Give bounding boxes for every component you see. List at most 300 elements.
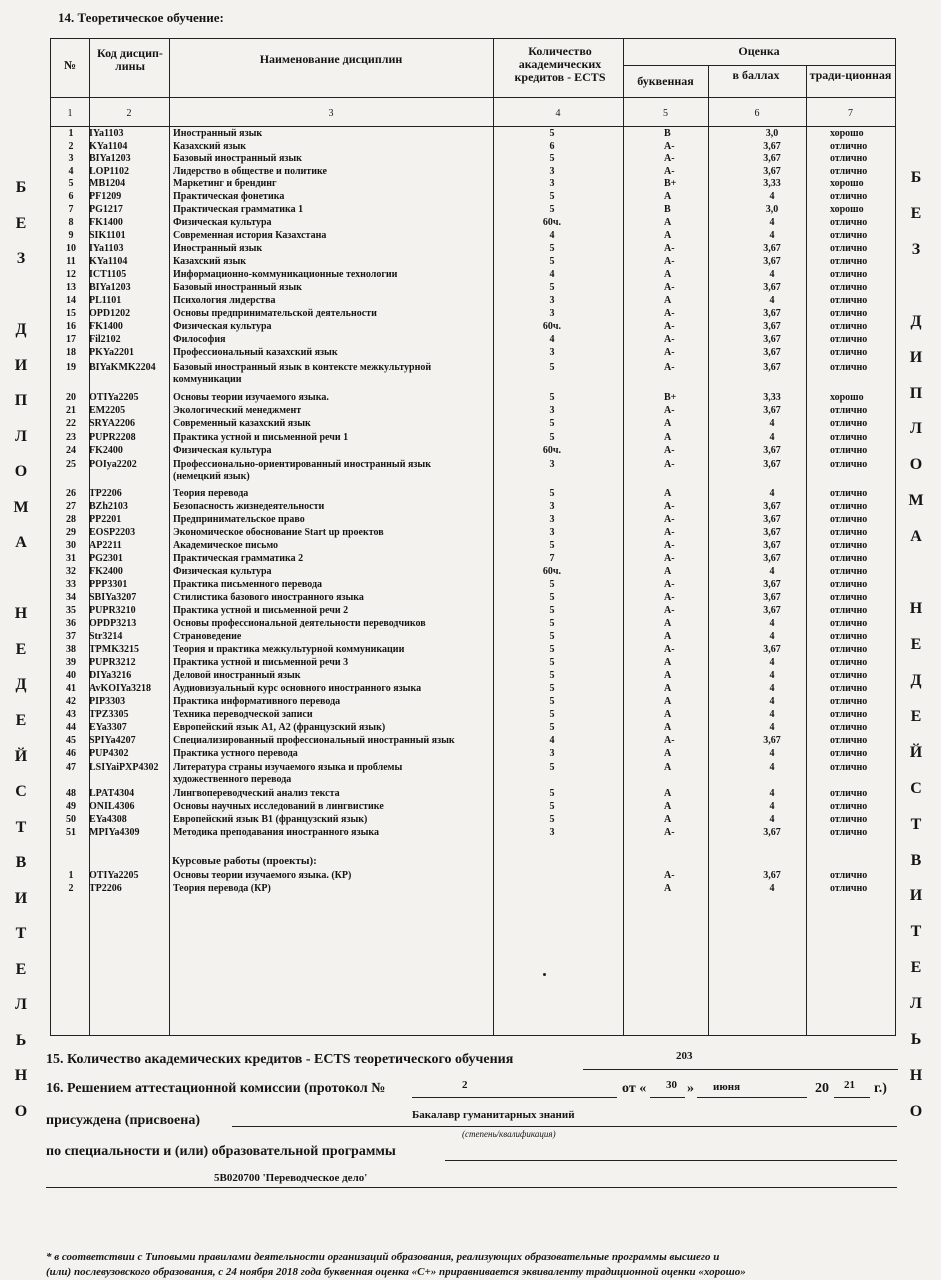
grade-points: 4 xyxy=(769,566,775,577)
credits: 5 xyxy=(549,540,555,551)
row-number: 12 xyxy=(66,269,76,280)
course-name-continuation: коммуникации xyxy=(173,374,242,385)
table-row xyxy=(52,540,898,552)
row-number: 20 xyxy=(66,392,76,403)
credits: 5 xyxy=(549,204,555,215)
table-row xyxy=(52,128,898,140)
credits: 3 xyxy=(549,347,555,358)
credits: 5 xyxy=(549,488,555,499)
course-name: Техника переводческой записи xyxy=(173,709,313,720)
header-code: Код дисцип-лины xyxy=(97,46,163,73)
letter-grade: A- xyxy=(664,153,675,164)
grade-points: 4 xyxy=(769,801,775,812)
traditional-grade: отлично xyxy=(830,405,868,416)
grade-points: 3,67 xyxy=(763,445,781,456)
table-row-continuation xyxy=(52,774,898,786)
grade-points: 3,67 xyxy=(763,243,781,254)
letter-grade: B xyxy=(664,204,671,215)
letter-grade: A xyxy=(664,488,672,499)
grade-points: 4 xyxy=(769,269,775,280)
row-number: 6 xyxy=(68,191,74,202)
letter-grade: A- xyxy=(664,870,675,881)
letter-grade: A xyxy=(664,683,672,694)
course-name-continuation: (немецкий язык) xyxy=(173,471,250,482)
traditional-grade: отлично xyxy=(830,418,868,429)
row-number: 37 xyxy=(66,631,76,642)
course-code: PPP3301 xyxy=(89,579,128,590)
credits: 3 xyxy=(549,308,555,319)
course-code: SRYA2206 xyxy=(89,418,135,429)
course-name: Практика информативного перевода xyxy=(173,696,341,707)
letter-grade: A xyxy=(664,748,672,759)
traditional-grade: отлично xyxy=(830,592,868,603)
course-code: BZh2103 xyxy=(89,501,128,512)
letter-grade: A xyxy=(664,762,672,773)
credits: 5 xyxy=(549,788,555,799)
table-row xyxy=(52,445,898,457)
traditional-grade: отлично xyxy=(830,230,868,241)
row-number: 23 xyxy=(66,432,76,443)
table-row xyxy=(52,178,898,190)
date-day: 30 xyxy=(666,1079,677,1091)
credits: 5 xyxy=(549,362,555,373)
course-name: Страноведение xyxy=(173,631,242,642)
credits: 5 xyxy=(549,814,555,825)
letter-grade: A- xyxy=(664,243,675,254)
table-row xyxy=(52,418,898,430)
course-code: MB1204 xyxy=(89,178,126,189)
credits: 5 xyxy=(549,592,555,603)
grade-points: 4 xyxy=(769,683,775,694)
traditional-grade: отлично xyxy=(830,166,868,177)
side-letter: Й xyxy=(14,747,28,765)
footnote-line-2: (или) послевузовского образования, с 24 ноября 2018 года буквенная оценка «С+» приравнивается эквиваленту традиционной оценки «хорошо» xyxy=(46,1266,746,1278)
table-row xyxy=(52,141,898,153)
letter-grade: A- xyxy=(664,166,675,177)
side-letter: Л xyxy=(910,420,922,438)
credits-total-value: 203 xyxy=(676,1050,693,1062)
credits: 5 xyxy=(549,418,555,429)
course-code: BIYa1203 xyxy=(89,153,131,164)
traditional-grade: отлично xyxy=(830,141,868,152)
protocol-number: 2 xyxy=(462,1079,468,1091)
letter-grade: A- xyxy=(664,347,675,358)
traditional-grade: отлично xyxy=(830,282,868,293)
course-code: KYa1104 xyxy=(89,141,128,152)
row-number: 7 xyxy=(68,204,74,215)
course-code: PG2301 xyxy=(89,553,123,564)
grade-points: 4 xyxy=(769,814,775,825)
side-letter: Л xyxy=(15,996,27,1014)
side-letter xyxy=(19,571,23,587)
credits: 6 xyxy=(549,141,555,152)
course-code: IYa1103 xyxy=(89,128,124,139)
letter-grade: A- xyxy=(664,540,675,551)
course-code: PUPR3210 xyxy=(89,605,136,616)
stray-dot xyxy=(543,973,546,976)
letter-grade: A- xyxy=(664,256,675,267)
course-name: Философия xyxy=(173,334,226,345)
course-name: Казахский язык xyxy=(173,256,247,267)
course-name: Аудиовизуальный курс основного иностранного языка xyxy=(173,683,422,694)
side-letter: Л xyxy=(15,427,27,445)
row-number: 25 xyxy=(66,459,76,470)
table-row xyxy=(52,191,898,203)
credits: 60ч. xyxy=(542,566,562,577)
row-number: 16 xyxy=(66,321,76,332)
credits: 5 xyxy=(549,801,555,812)
table-row xyxy=(52,269,898,281)
credits: 5 xyxy=(549,644,555,655)
grade-points: 3,67 xyxy=(763,405,781,416)
row-number: 48 xyxy=(66,788,76,799)
credits: 5 xyxy=(549,683,555,694)
side-letter: Т xyxy=(15,818,27,836)
side-letter: Н xyxy=(909,600,923,618)
course-code: PG1217 xyxy=(89,204,123,215)
course-name: Базовый иностранный язык xyxy=(173,282,302,293)
traditional-grade: отлично xyxy=(830,527,868,538)
course-code: PUPR2208 xyxy=(89,432,136,443)
grade-points: 4 xyxy=(769,295,775,306)
coursework-row xyxy=(52,883,898,895)
traditional-grade: хорошо xyxy=(830,178,864,189)
table-row xyxy=(52,405,898,417)
course-name: Практика устной и письменной речи 3 xyxy=(173,657,349,668)
grade-points: 4 xyxy=(769,432,775,443)
row-number: 14 xyxy=(66,295,76,306)
header-traditional: тради-ционная xyxy=(809,68,892,82)
credits: 3 xyxy=(549,459,555,470)
grade-points: 3,67 xyxy=(763,256,781,267)
course-name: Современная история Казахстана xyxy=(173,230,327,241)
table-row xyxy=(52,722,898,734)
table-row-continuation xyxy=(52,374,898,386)
credits: 5 xyxy=(549,256,555,267)
table-row xyxy=(52,459,898,471)
col-number-2: 2 xyxy=(126,108,132,119)
credits: 3 xyxy=(549,514,555,525)
credits: 3 xyxy=(549,405,555,416)
table-row xyxy=(52,334,898,346)
side-letter: В xyxy=(15,854,27,872)
traditional-grade: отлично xyxy=(830,308,868,319)
grade-points: 4 xyxy=(769,788,775,799)
course-code: IYa1103 xyxy=(89,243,124,254)
row-number: 2 xyxy=(68,141,74,152)
letter-grade: A xyxy=(664,269,672,280)
letter-grade: A- xyxy=(664,553,675,564)
grade-points: 4 xyxy=(769,748,775,759)
course-code: PF1209 xyxy=(89,191,122,202)
credits: 5 xyxy=(549,631,555,642)
course-name: Иностранный язык xyxy=(173,128,263,139)
credits: 5 xyxy=(549,605,555,616)
grade-points: 4 xyxy=(769,657,775,668)
grade-points: 3,67 xyxy=(763,540,781,551)
traditional-grade: отлично xyxy=(830,801,868,812)
course-code: POIya2202 xyxy=(89,459,137,470)
course-name: Основы профессиональной деятельности переводчиков xyxy=(173,618,426,629)
traditional-grade: отлично xyxy=(830,618,868,629)
grade-points: 3,67 xyxy=(763,735,781,746)
course-name: Практическая грамматика 1 xyxy=(173,204,304,215)
traditional-grade: отлично xyxy=(830,514,868,525)
course-name: Практика устного перевода xyxy=(173,748,298,759)
col-number-4: 4 xyxy=(555,108,561,119)
course-name: Безопасность жизнедеятельности xyxy=(173,501,325,512)
traditional-grade: отлично xyxy=(830,827,868,838)
traditional-grade: отлично xyxy=(830,735,868,746)
grade-points: 3,67 xyxy=(763,347,781,358)
table-row xyxy=(52,514,898,526)
course-code: TP2206 xyxy=(89,883,122,894)
course-name: Профессиональный казахский язык xyxy=(173,347,338,358)
row-number: 33 xyxy=(66,579,76,590)
course-name: Маркетинг и брендинг xyxy=(173,178,277,189)
course-code: OTIYa2205 xyxy=(89,870,139,881)
letter-grade: A xyxy=(664,191,672,202)
date-from-label: от « xyxy=(622,1081,647,1096)
course-code: SIK1101 xyxy=(89,230,126,241)
course-name: Европейский язык А1, А2 (французский язык) xyxy=(173,722,386,733)
course-code: EYa3307 xyxy=(89,722,127,733)
row-number: 36 xyxy=(66,618,76,629)
course-name: Основы предпринимательской деятельности xyxy=(173,308,377,319)
traditional-grade: отлично xyxy=(830,748,868,759)
grade-points: 3,67 xyxy=(763,527,781,538)
table-row xyxy=(52,762,898,774)
letter-grade: A- xyxy=(664,308,675,319)
course-code: FK2400 xyxy=(89,566,123,577)
side-letter: И xyxy=(14,356,28,374)
table-row xyxy=(52,566,898,578)
course-code: PKYa2201 xyxy=(89,347,134,358)
table-row xyxy=(52,166,898,178)
side-letter: Б xyxy=(910,169,922,186)
footnote-line-1: * в соответствии с Типовыми правилами деятельности организаций образования, реализующих образовательные программы высшего и xyxy=(46,1251,720,1263)
side-letter: Т xyxy=(910,923,922,941)
course-code: TPMK3215 xyxy=(89,644,139,655)
traditional-grade: отлично xyxy=(830,334,868,345)
row-number: 32 xyxy=(66,566,76,577)
letter-grade: A- xyxy=(664,527,675,538)
row-number: 22 xyxy=(66,418,76,429)
course-code: SPIYa4207 xyxy=(89,735,136,746)
row-number: 1 xyxy=(68,128,74,139)
row-number: 34 xyxy=(66,592,76,603)
side-letter: Д xyxy=(15,321,27,339)
row-number: 17 xyxy=(66,334,76,345)
side-letter xyxy=(19,287,23,303)
letter-grade: B xyxy=(664,128,671,139)
specialty-label: по специальности и (или) образовательной программы xyxy=(46,1144,396,1159)
row-number: 9 xyxy=(68,230,74,241)
letter-grade: A xyxy=(664,670,672,681)
credits: 5 xyxy=(549,618,555,629)
col-number-3: 3 xyxy=(328,108,334,119)
credits: 3 xyxy=(549,748,555,759)
course-name: Физическая культура xyxy=(173,217,272,228)
grade-points: 3,67 xyxy=(763,514,781,525)
letter-grade: A xyxy=(664,883,672,894)
grade-points: 3,67 xyxy=(763,166,781,177)
letter-grade: A xyxy=(664,709,672,720)
course-code: PUPR3212 xyxy=(89,657,136,668)
row-number: 13 xyxy=(66,282,76,293)
course-name: Иностранный язык xyxy=(173,243,263,254)
course-code: LOP1102 xyxy=(89,166,130,177)
credits: 3 xyxy=(549,527,555,538)
side-letter: Н xyxy=(14,1067,28,1085)
side-letter: Ь xyxy=(15,1031,27,1049)
credits: 3 xyxy=(549,501,555,512)
row-number: 24 xyxy=(66,445,76,456)
traditional-grade: отлично xyxy=(830,321,868,332)
course-code: EM2205 xyxy=(89,405,126,416)
grade-points: 4 xyxy=(769,230,775,241)
traditional-grade: отлично xyxy=(830,762,868,773)
side-letter: Н xyxy=(909,1067,923,1085)
table-row xyxy=(52,153,898,165)
year-prefix: 20 xyxy=(815,1081,829,1096)
course-name: Физическая культура xyxy=(173,321,272,332)
course-name: Методика преподавания иностранного языка xyxy=(173,827,380,838)
traditional-grade: отлично xyxy=(830,347,868,358)
grade-points: 3,67 xyxy=(763,644,781,655)
side-letter: И xyxy=(14,889,28,907)
row-number: 5 xyxy=(68,178,74,189)
course-name-continuation: художественного перевода xyxy=(173,774,292,785)
side-letter: П xyxy=(14,392,28,410)
row-number: 4 xyxy=(68,166,74,177)
traditional-grade: отлично xyxy=(830,644,868,655)
letter-grade: A xyxy=(664,814,672,825)
grade-points: 3,67 xyxy=(763,579,781,590)
col-number-7: 7 xyxy=(848,108,853,119)
table-row xyxy=(52,644,898,656)
course-name: Информационно-коммуникационные технологии xyxy=(173,269,398,280)
side-letter: М xyxy=(13,498,29,516)
credits: 5 xyxy=(549,762,555,773)
traditional-grade: хорошо xyxy=(830,128,864,139)
table-row xyxy=(52,230,898,242)
course-name: Современный казахский язык xyxy=(173,418,311,429)
letter-grade: A- xyxy=(664,282,675,293)
table-row xyxy=(52,392,898,404)
course-name: Теория перевода xyxy=(173,488,249,499)
letter-grade: A- xyxy=(664,405,675,416)
side-letter: О xyxy=(14,1102,28,1120)
side-letter: Н xyxy=(14,605,28,623)
course-name: Практика устной и письменной речи 2 xyxy=(173,605,349,616)
course-code: LSIYaiPXP4302 xyxy=(89,762,159,773)
grade-points: 4 xyxy=(769,418,775,429)
header-name: Наименование дисциплин xyxy=(259,52,403,66)
course-name: Психология лидерства xyxy=(173,295,276,306)
row-number: 1 xyxy=(68,870,74,881)
course-code: SBIYa3207 xyxy=(89,592,137,603)
course-code: FK1400 xyxy=(89,217,123,228)
degree-value: Бакалавр гуманитарных знаний xyxy=(412,1109,575,1121)
course-name: Специализированный профессиональный иностранный язык xyxy=(173,735,455,746)
grade-points: 3,67 xyxy=(763,321,781,332)
grade-points: 4 xyxy=(769,191,775,202)
side-letter: Е xyxy=(15,711,27,729)
side-letter: Е xyxy=(910,204,922,222)
side-letter: М xyxy=(908,492,924,510)
letter-grade: A xyxy=(664,788,672,799)
course-code: PL1101 xyxy=(89,295,122,306)
letter-grade: A xyxy=(664,566,672,577)
row-number: 44 xyxy=(66,722,76,733)
year-close: г.) xyxy=(874,1081,887,1096)
row-number: 35 xyxy=(66,605,76,616)
credits: 5 xyxy=(549,579,555,590)
traditional-grade: отлично xyxy=(830,501,868,512)
letter-grade: A xyxy=(664,618,672,629)
course-name: Основы теории изучаемого языка. xyxy=(173,392,329,403)
table-row-continuation xyxy=(52,471,898,483)
letter-grade: A- xyxy=(664,735,675,746)
letter-grade: A- xyxy=(664,827,675,838)
header-grade: Оценка xyxy=(738,44,780,58)
letter-grade: B+ xyxy=(664,392,677,403)
traditional-grade: отлично xyxy=(830,269,868,280)
table-row xyxy=(52,295,898,307)
course-code: ONIL4306 xyxy=(89,801,135,812)
table-row xyxy=(52,501,898,513)
row-number: 19 xyxy=(66,362,76,373)
header-num: № xyxy=(63,58,77,72)
letter-grade: A- xyxy=(664,501,675,512)
credits: 5 xyxy=(549,696,555,707)
letter-grade: A xyxy=(664,230,672,241)
traditional-grade: отлично xyxy=(830,362,868,373)
course-code: FK1400 xyxy=(89,321,123,332)
grade-points: 3,67 xyxy=(763,141,781,152)
row-number: 39 xyxy=(66,657,76,668)
traditional-grade: отлично xyxy=(830,814,868,825)
course-name: Физическая культура xyxy=(173,566,272,577)
row-number: 27 xyxy=(66,501,76,512)
grade-points: 3,67 xyxy=(763,308,781,319)
credits: 7 xyxy=(549,553,555,564)
row-number: 46 xyxy=(66,748,76,759)
letter-grade: A xyxy=(664,217,672,228)
row-number: 29 xyxy=(66,527,76,538)
table-row xyxy=(52,592,898,604)
course-name: Теория и практика межкультурной коммуникации xyxy=(173,644,405,655)
credits: 60ч. xyxy=(542,321,562,332)
grade-points: 4 xyxy=(769,488,775,499)
side-letter: С xyxy=(910,779,922,797)
row-number: 18 xyxy=(66,347,76,358)
grade-points: 4 xyxy=(769,883,775,894)
row-number: 41 xyxy=(66,683,76,694)
credits: 5 xyxy=(549,153,555,164)
course-code: PP2201 xyxy=(89,514,122,525)
side-letter: О xyxy=(14,463,28,481)
grade-points: 4 xyxy=(769,722,775,733)
side-text-right xyxy=(905,170,927,1120)
grade-points: 3,67 xyxy=(763,605,781,616)
grade-points: 3,67 xyxy=(763,153,781,164)
side-letter: Е xyxy=(910,707,922,725)
grade-points: 3,33 xyxy=(763,178,781,189)
section-title: 14. Теоретическое обучение: xyxy=(58,10,224,25)
traditional-grade: отлично xyxy=(830,696,868,707)
